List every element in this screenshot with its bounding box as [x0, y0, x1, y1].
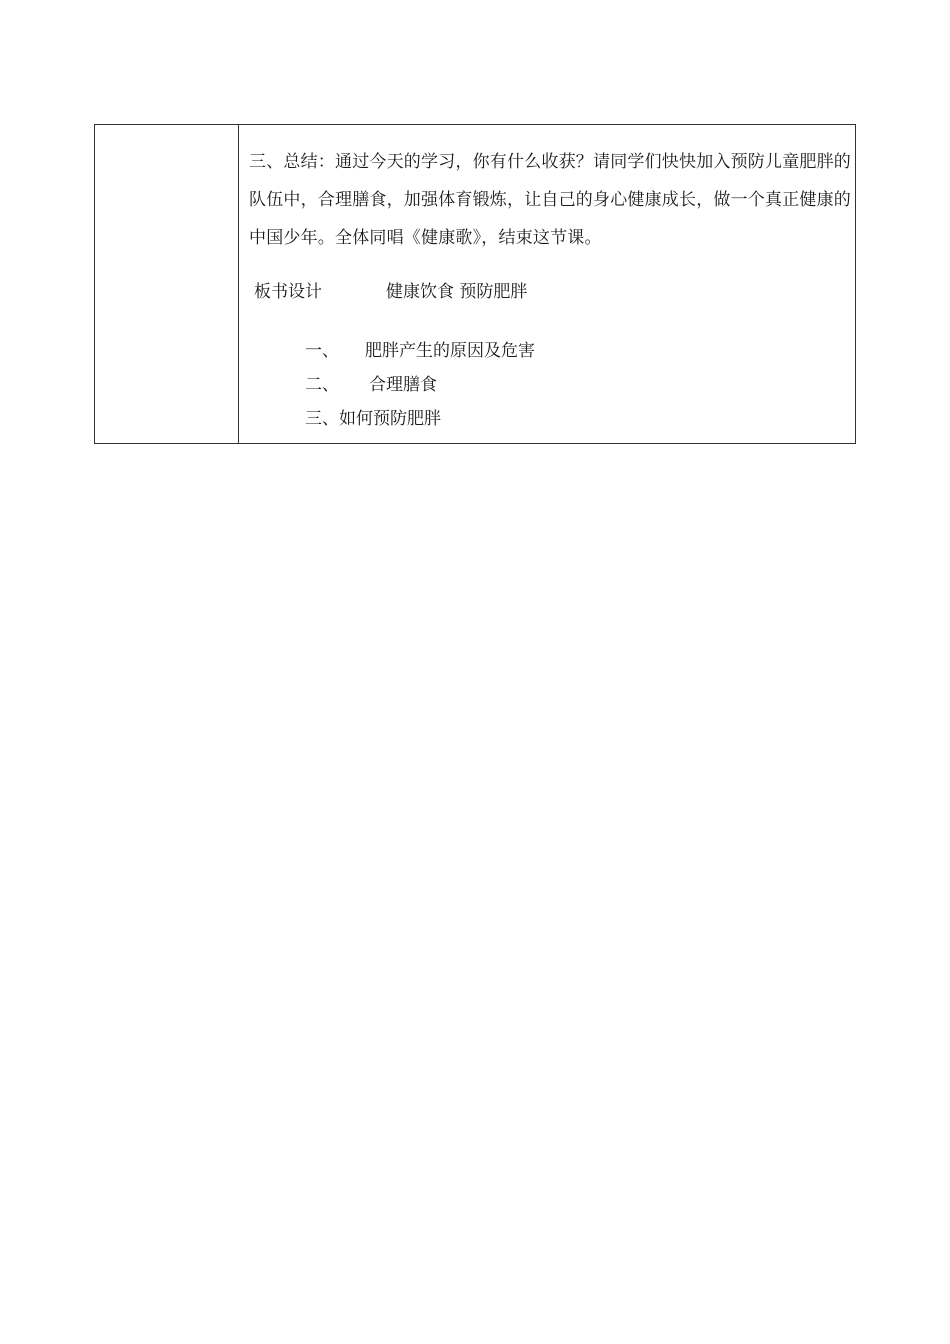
outline-item: [305, 338, 535, 372]
lesson-table: [94, 124, 856, 444]
board-design-line: [254, 279, 527, 305]
table-right-cell: [239, 125, 855, 443]
table-left-cell: [95, 125, 239, 443]
summary-paragraph: 三、总结：通过今天的学习，你有什么收获？请同学们快快加入预防儿童肥胖的队伍中，合理膳食，加强体育锻炼，让自己的身心健康成长，做一个真正健康的中国少年。全体同唱《健康歌》，结束这节课。: [249, 152, 851, 248]
outline-text: 合理膳食: [369, 375, 437, 395]
outline-text: 肥胖产生的原因及危害: [365, 341, 535, 361]
board-design-title: 健康饮食 预防肥胖: [386, 282, 528, 302]
outline-number: 三、: [305, 409, 339, 429]
outline-number: 二、: [305, 375, 339, 395]
outline-item: [305, 372, 535, 406]
board-design-label: 板书设计: [254, 282, 322, 302]
outline-item: [305, 406, 535, 440]
outline-number: 一、: [305, 341, 339, 361]
board-outline-list: [305, 338, 535, 440]
outline-text: 如何预防肥胖: [339, 409, 441, 429]
